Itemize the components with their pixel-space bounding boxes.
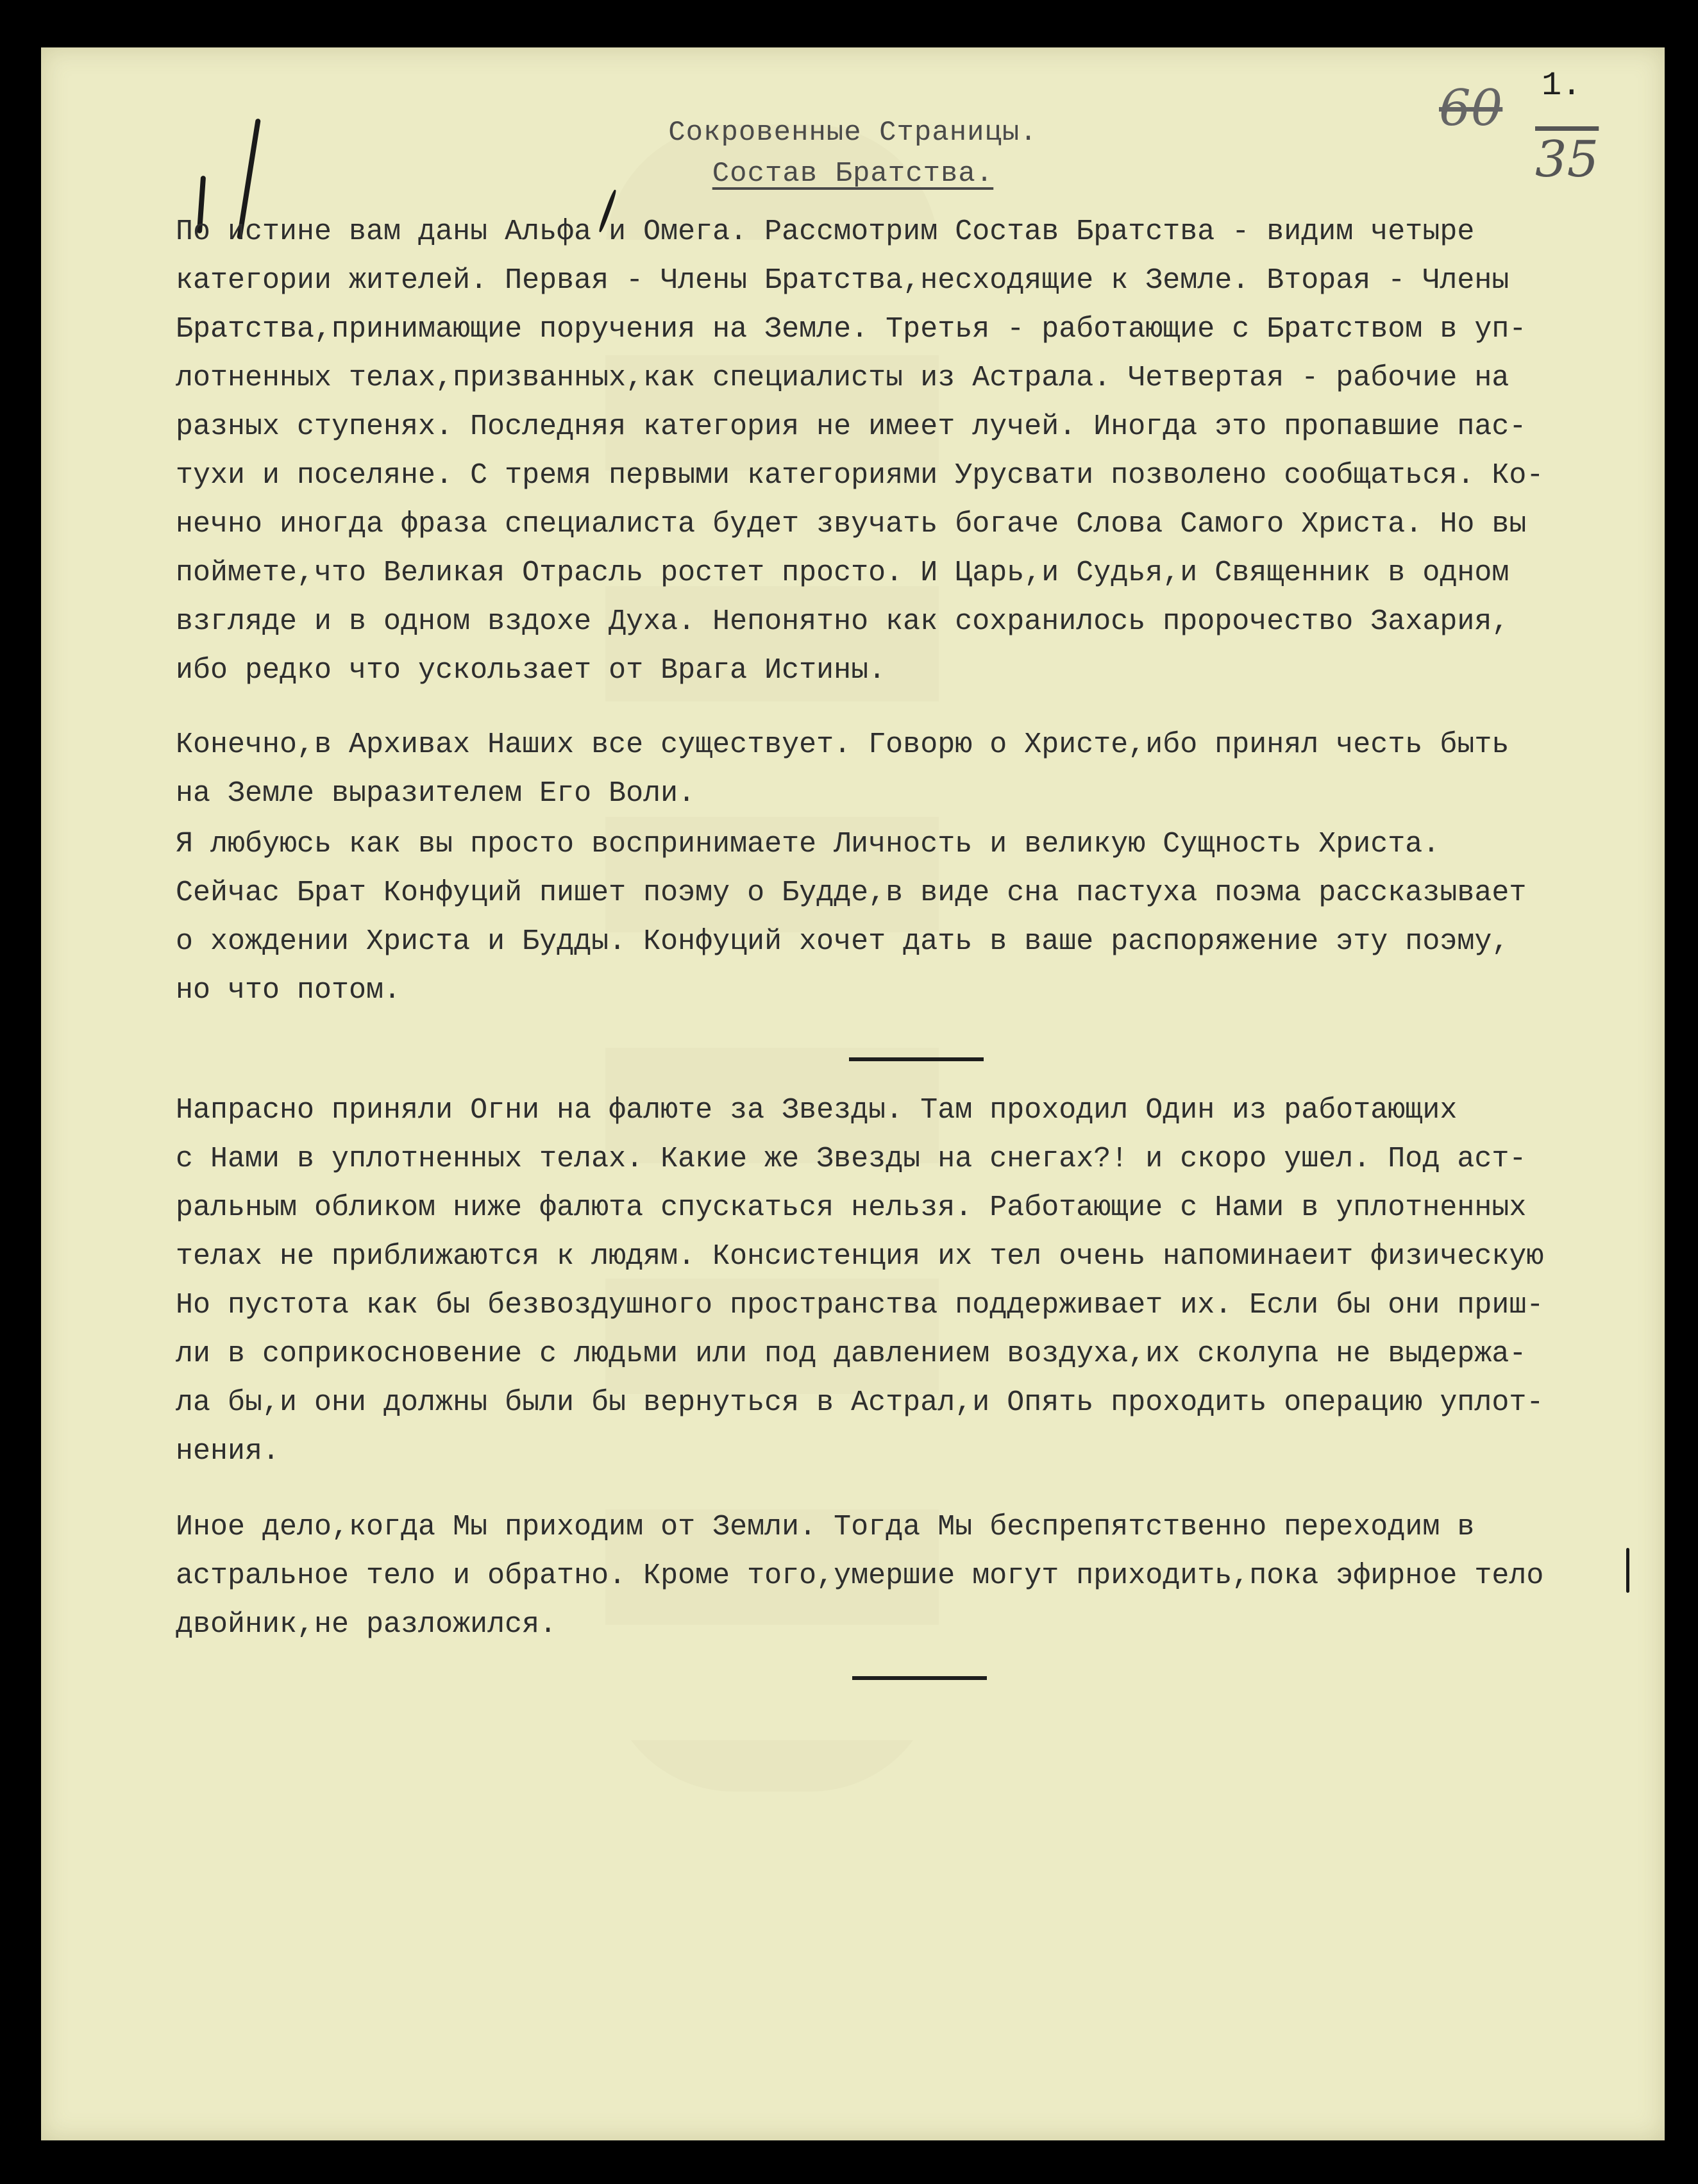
- document-page: [41, 47, 1665, 2140]
- text-line: ли в соприкосновение с людьми или под давлением воздуха,их сколупа не выдержа-: [176, 1338, 1527, 1370]
- paragraph: [176, 1503, 1586, 1649]
- text-line: Иное дело,когда Мы приходим от Земли. Тогда Мы беспрепятственно переходим в: [176, 1511, 1475, 1543]
- text-line: По истине вам даны Альфа и Омега. Рассмотрим Состав Братства - видим четыре: [176, 215, 1475, 248]
- text-line: Братства,принимающие поручения на Земле. Третья - работающие с Братством в уп-: [176, 313, 1527, 346]
- text-line: нечно иногда фраза специалиста будет звучать богаче Слова Самого Христа. Но вы: [176, 508, 1527, 541]
- text-line: Сейчас Брат Конфуций пишет поэму о Будде,в виде сна пастуха поэма рассказывает: [176, 877, 1527, 909]
- text-line: тухи и поселяне. С тремя первыми категориями Урусвати позволено сообщаться. Ко-: [176, 459, 1544, 492]
- page-number: 1.: [1542, 67, 1582, 105]
- text-line: категории жителей. Первая - Члены Братства,несходящие к Земле. Вторая - Члены: [176, 264, 1509, 297]
- text-line: Конечно,в Архивах Наших все существует. Говорю о Христе,ибо принял честь быть: [176, 728, 1509, 761]
- pencil-mark: [1626, 1548, 1629, 1593]
- text-line: лотненных телах,призванных,как специалисты из Астрала. Четвертая - рабочие на: [176, 362, 1509, 394]
- section-divider: [849, 1057, 984, 1061]
- paragraph: [176, 721, 1586, 818]
- section-divider: [852, 1676, 987, 1680]
- text-line: двойник,не разложился.: [176, 1608, 557, 1641]
- text-line: о хождении Христа и Будды. Конфуций хочет дать в ваше распоряжение эту поэму,: [176, 925, 1509, 958]
- text-line: ральным обликом ниже фалюта спускаться нельзя. Работающие с Нами в уплотненных: [176, 1191, 1527, 1224]
- text-line: разных ступенях. Последняя категория не имеет лучей. Иногда это пропавшие пас-: [176, 410, 1527, 443]
- text-line: но что потом.: [176, 974, 401, 1007]
- document-subtitle: Состав Братства.: [712, 158, 994, 190]
- archive-number-crossed: 60: [1439, 80, 1503, 137]
- text-line: Я любуюсь как вы просто воспринимаете Личность и великую Сущность Христа.: [176, 828, 1440, 861]
- paragraph: [176, 820, 1586, 1015]
- paragraph: [176, 1086, 1586, 1476]
- paragraph: [176, 208, 1586, 695]
- text-line: Напрасно приняли Огни на фалюте за Звезды. Там проходил Один из работающих: [176, 1094, 1458, 1127]
- text-line: на Земле выразителем Его Воли.: [176, 777, 696, 810]
- text-line: нения.: [176, 1435, 280, 1468]
- archive-number: 35: [1535, 131, 1599, 189]
- text-line: ибо редко что ускользает от Врага Истины.: [176, 654, 886, 687]
- text-line: телах не приближаются к людям. Консистенция их тел очень напоминаеит физическую: [176, 1240, 1544, 1273]
- text-line: астральное тело и обратно. Кроме того,умершие могут приходить,пока эфирное тело: [176, 1559, 1544, 1592]
- text-line: Но пустота как бы безвоздушного пространства поддерживает их. Если бы они приш-: [176, 1289, 1544, 1322]
- document-title: Сокровенные Страницы.: [668, 117, 1038, 149]
- text-line: с Нами в уплотненных телах. Какие же Звезды на снегах?! и скоро ушел. Под аст-: [176, 1143, 1527, 1175]
- text-line: ла бы,и они должны были бы вернуться в Астрал,и Опять проходить операцию уплот-: [176, 1386, 1544, 1419]
- text-line: взгляде и в одном вздохе Духа. Непонятно как сохранилось пророчество Захария,: [176, 605, 1509, 638]
- text-line: поймете,что Великая Отрасль ростет просто. И Царь,и Судья,и Священник в одном: [176, 557, 1509, 589]
